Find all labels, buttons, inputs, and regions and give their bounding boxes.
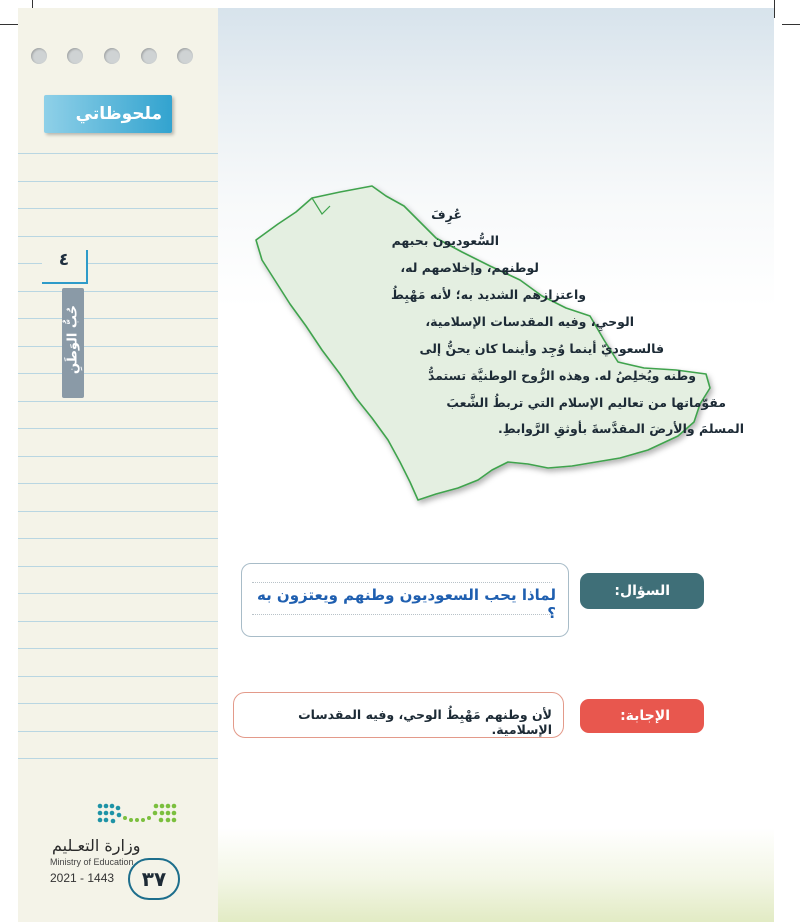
passage-line: واعتزازهم الشديد به؛ لأنه مَهْبِطُ [391, 287, 586, 302]
passage-line: لوطنهم، وإخلاصهم له، [400, 260, 539, 275]
notes-title: ملحوظاتي [44, 95, 172, 133]
map-passage [330, 205, 744, 455]
unit-title: حُبُّ الوَطَنِ [65, 304, 81, 375]
passage-line: وطنه ويُخلِصُ له. وهذه الرُّوح الوطنيَّة تستمدُّ [427, 368, 696, 383]
question-text: لماذا يحب السعوديون وطنهم ويعتزون به ؟ [256, 586, 556, 622]
answer-label: الإجابة: [580, 699, 704, 733]
ministry-name-en: Ministry of Education [50, 857, 134, 867]
passage-line: المسلمَ والأرضَ المقدَّسةَ بأوثقِ الرَّوابطِ. [498, 421, 744, 436]
answer-text: لأن وطنهم مَهْبِطُ الوحي، وفيه المقدسات الإسلامية. [298, 707, 552, 737]
passage-line: الوحيِ، وفيه المقدسات الإسلامية، [425, 314, 634, 329]
edition-year: 2021 - 1443 [50, 871, 115, 885]
unit-number: ٤ [42, 250, 88, 284]
passage-line: عُرِفَ [431, 207, 462, 222]
passage-line: السُّعوديون بحبهم [391, 233, 499, 248]
ministry-name-ar: وزارة التعـليم [52, 836, 141, 855]
dotted-line [252, 582, 552, 583]
page-number: ٣٧ [128, 858, 180, 900]
passage-line: فالسعوديّ أينما وُجِد وأينما كان يحنُّ إلى [419, 341, 664, 356]
passage-line: مقوّماتها من تعاليم الإسلام التي تربطُ الشَّعبَ [446, 395, 726, 410]
question-label: السؤال: [580, 573, 704, 609]
